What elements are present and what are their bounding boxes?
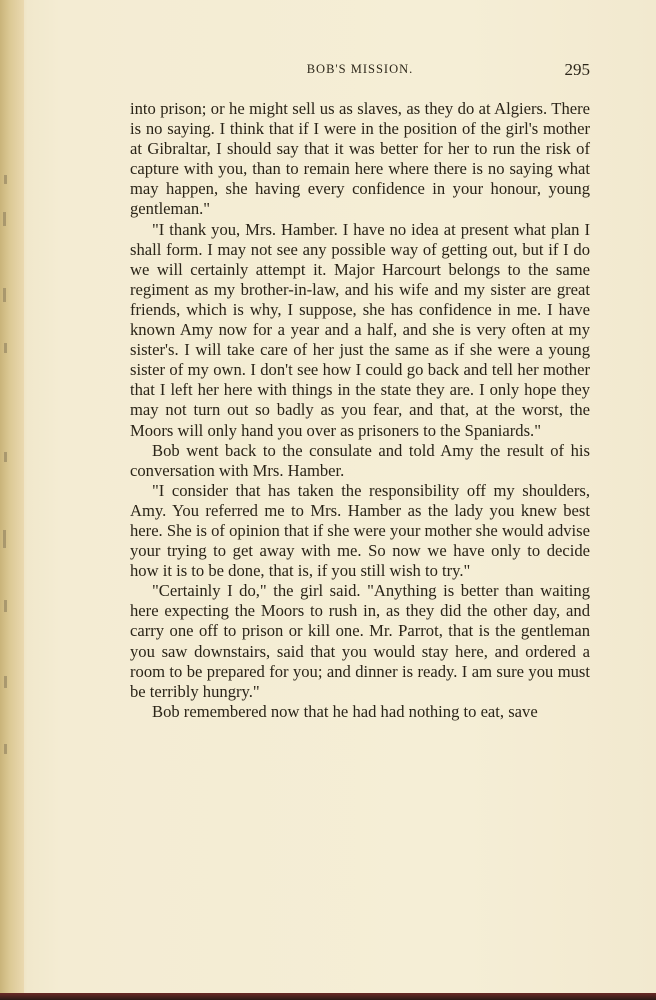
paragraph: "Certainly I do," the girl said. "Anything is better than waiting here expecting the Moors to rush in, as they did the other day, and carry one off to prison or kill one. Mr. Parrot, that is the gentleman you saw downstairs, said that you would stay here, and ordered a room to be prepared for you; and dinner is ready. I am sure you must be terribly hungry." (130, 581, 590, 701)
paragraph: "I thank you, Mrs. Hamber. I have no idea at present what plan I shall form. I may not see any possible way of getting out, but if I do we will certainly attempt it. Major Harcourt belongs to the same regiment as my brother-in-law, and his wife and my sister are great friends, which is why, I suppose, she has confidence in me. I have known Amy now for a year and a half, and she is very often at my sister's. I will take care of her just the same as if she were a young sister of my own. I don't see how I could go back and tell her mother that I left her here with things in the state they are. I only hope they may not turn out so badly as you fear, and that, at the worst, the Moors will only hand you over as prisoners to the Spaniards." (130, 219, 590, 440)
page-number: 295 (564, 60, 590, 79)
page-gutter (0, 0, 24, 1000)
gutter-mark (3, 212, 6, 226)
gutter-mark (4, 676, 7, 688)
page-header (130, 60, 590, 84)
gutter-mark (3, 530, 6, 548)
gutter-mark (4, 452, 7, 462)
body-text (130, 99, 590, 722)
running-head: BOB'S MISSION. (306, 62, 414, 76)
paragraph: Bob remembered now that he had had nothing to eat, save (152, 701, 538, 721)
paragraph: Bob went back to the consulate and told Amy the result of his conversation with Mrs. Hamber. (130, 440, 590, 480)
paragraph: into prison; or he might sell us as slaves, as they do at Algiers. There is no saying. I think that if I were in the position of the girl's mother at Gibraltar, I should say that it was better for her to run the risk of capture with you, than to remain here where there is no saying what may happen, she having every confidence in your honour, young gentleman." (130, 99, 590, 219)
gutter-mark (4, 175, 7, 184)
page-bottom-edge (0, 993, 656, 1000)
paragraph: "I consider that has taken the responsibility off my shoulders, Amy. You referred me to Mrs. Hamber as the lady you knew best here. She is of opinion that if she were your mother she would advise your trying to get away with me. So now we have only to decide how it is to be done, that is, if you still wish to try." (130, 480, 590, 581)
gutter-mark (4, 600, 7, 612)
gutter-mark (4, 343, 7, 353)
gutter-mark (3, 288, 6, 302)
gutter-mark (4, 744, 7, 754)
